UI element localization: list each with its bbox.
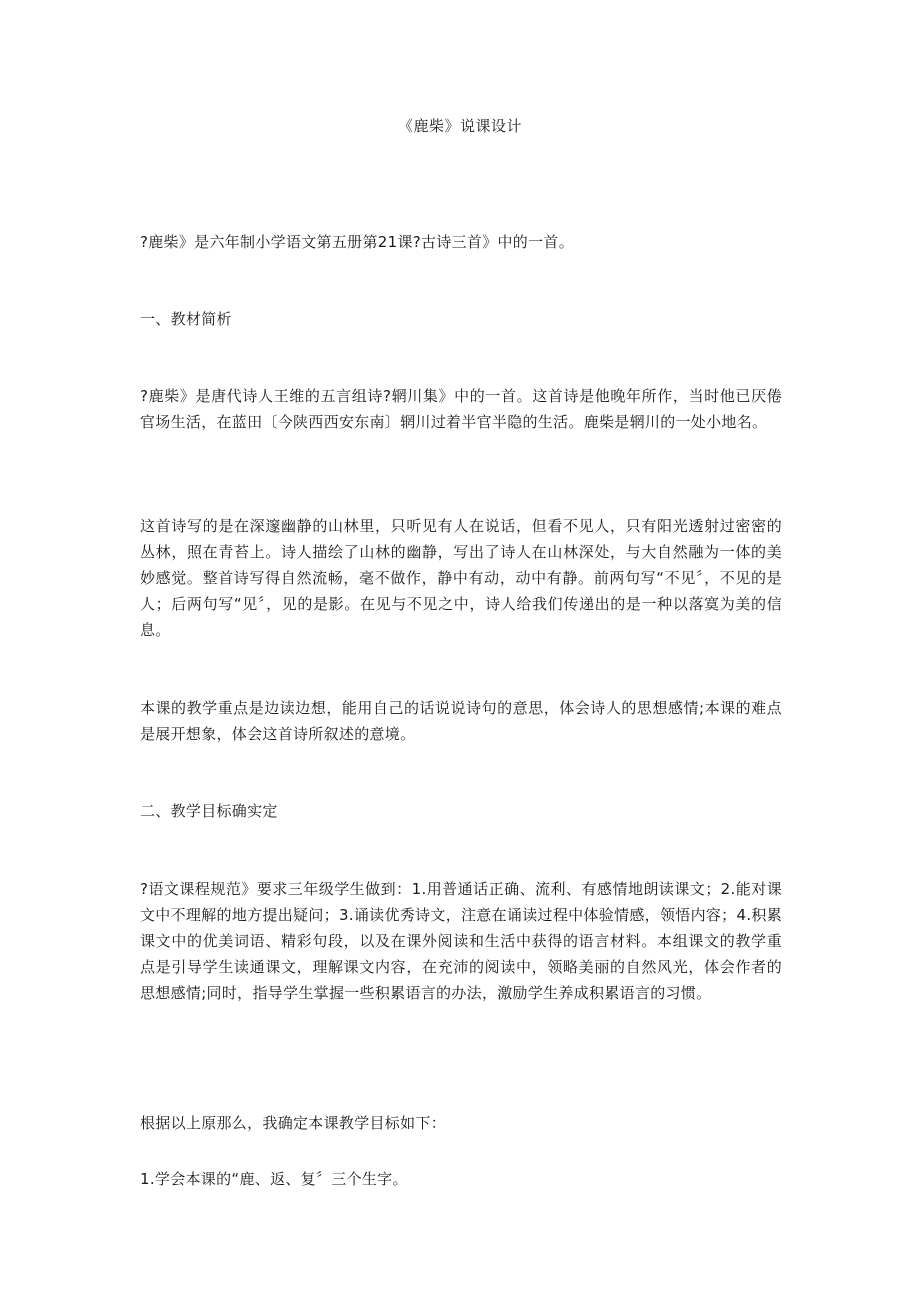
document-title: 《鹿柴》说课设计 [397,117,522,135]
paragraph-objectives-intro: 根据以上原那么，我确定本课教学目标如下： [140,1114,447,1132]
paragraph-poem-analysis: 这首诗写的是在深邃幽静的山林里，只听见有人在说话，但看不见人，只有阳光透射过密密的丛林，照在青苔上。诗人描绘了山林的幽静，写出了诗人在山林深处，与大自然融为一体的美妙感觉。整首诗写得自然流畅，毫不做作，静中有动，动中有静。前两句写“不见〞，不见的是人；后两句写“见〞，见的是影。在见与不见之中，诗人给我们传递出的是一种以落寞为美的信息。 [140,517,782,639]
intro-paragraph: ?鹿柴》是六年制小学语文第五册第21课?古诗三首》中的一首。 [140,233,575,251]
paragraph-curriculum-standards: ?语文课程规范》要求三年级学生做到：1.用普通话正确、流利、有感情地朗读课文；2.能对课文中不理解的地方提出疑问；3.诵读优秀诗文，注意在诵读过程中体验情感，领悟内容；4.积累课文中的优美词语、精彩句段，以及在课外阅读和生活中获得的语言材料。本组课文的教学重点是引导学生读通课文，理解课文内容，在充沛的阅读中，领略美丽的自然风光，体会作者的思想感情;同时，指导学生掌握一些积累语言的办法，激励学生养成积累语言的习惯。 [140,880,782,1002]
section-heading-materials: 一、教材简析 [140,310,232,328]
objective-item-1: 1.学会本课的“鹿、返、复〞三个生字。 [140,1170,408,1188]
paragraph-poem-background: ?鹿柴》是唐代诗人王维的五言组诗?辋川集》中的一首。这首诗是他晚年所作，当时他已厌倦官场生活，在蓝田〔今陕西西安东南〕辋川过着半官半隐的生活。鹿柴是辋川的一处小地名。 [140,387,782,431]
paragraph-teaching-focus: 本课的教学重点是边读边想，能用自己的话说说诗句的意思，体会诗人的思想感情;本课的难点是展开想象，体会这首诗所叙述的意境。 [140,699,782,743]
section-heading-objectives: 二、教学目标确实定 [140,802,278,820]
